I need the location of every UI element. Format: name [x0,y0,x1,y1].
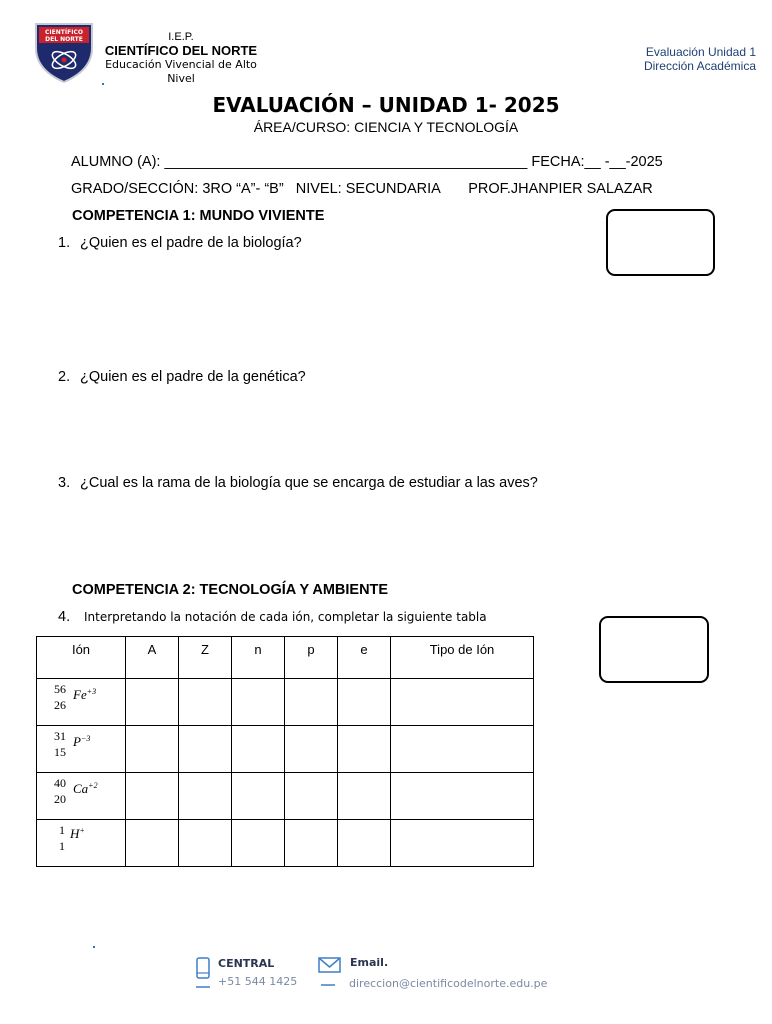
col-header-p: p [285,637,338,679]
answer-cell-e[interactable] [338,773,391,820]
table-header-row [37,637,534,679]
atomic-number: 15 [54,745,66,759]
page-title: EVALUACIÓN – UNIDAD 1- 2025 [212,93,560,117]
school-block [96,30,266,85]
mass-number: 56 [54,682,66,696]
question-number: 1. [58,235,71,251]
ion-symbol: Ca [73,781,89,796]
col-header-n: n [232,637,285,679]
page-subtitle: ÁREA/CURSO: CIENCIA Y TECNOLOGÍA [253,119,519,135]
col-header-ion: Ión [37,637,126,679]
score-box-2 [599,616,709,683]
mass-number: 40 [54,776,66,790]
header-right [644,45,756,73]
question-text: ¿Quien es el padre de la biología? [80,235,302,251]
atomic-number: 1 [59,839,65,853]
answer-cell-n[interactable] [232,773,285,820]
table-row [37,773,534,820]
mail-icon [318,956,342,995]
answer-cell-a[interactable] [126,773,179,820]
col-header-z: Z [179,637,232,679]
table-row [37,679,534,726]
ion-charge: +2 [88,781,98,790]
competencia-2-heading: COMPETENCIA 2: TECNOLOGÍA Y AMBIENTE [72,582,389,598]
ion-symbol: Fe [73,687,87,702]
email-label: Email. [350,956,389,969]
mass-number: 31 [54,729,66,743]
ion-charge: −3 [80,734,91,743]
header-right-line1: Evaluación Unidad 1 [645,45,756,59]
answer-cell-z[interactable] [179,820,232,867]
school-prefix: I.E.P. [168,31,194,43]
ion-table [36,636,534,867]
answer-cell-n[interactable] [232,679,285,726]
answer-cell-z[interactable] [179,726,232,773]
answer-cell-a[interactable] [126,679,179,726]
competencia-1-heading: COMPETENCIA 1: MUNDO VIVIENTE [72,208,325,224]
phone-value: +51 544 1425 [218,975,298,988]
table-row [37,726,534,773]
svg-text:DEL NORTE: DEL NORTE [45,36,83,43]
score-box-1 [606,209,715,276]
school-motto: Educación Vivencial de Alto [105,58,257,71]
mass-number: 1 [59,823,65,837]
ion-symbol: H [70,826,80,841]
answer-cell-e[interactable] [338,820,391,867]
ion-notation [37,679,126,726]
col-header-a: A [126,637,179,679]
question-4 [58,609,487,625]
question-number: 4. [58,609,71,625]
ion-notation [37,820,126,867]
grade-line: GRADO/SECCIÓN: 3RO “A”- “B” NIVEL: SECUNDARIA PROF.JHANPIER SALAZAR [71,181,653,197]
question-2 [58,369,306,385]
answer-cell-p[interactable] [285,726,338,773]
question-number: 3. [58,475,71,491]
answer-cell-tipo[interactable] [391,820,534,867]
decorative-dot [93,946,95,948]
student-line: ALUMNO (A): _____________________________________________ FECHA:__ -__-2025 [71,154,663,170]
question-text: ¿Cual es la rama de la biología que se encarga de estudiar a las aves? [80,475,538,491]
answer-cell-p[interactable] [285,679,338,726]
answer-cell-z[interactable] [179,679,232,726]
answer-cell-tipo[interactable] [391,726,534,773]
ion-symbol: P [73,734,81,749]
answer-cell-tipo[interactable] [391,773,534,820]
answer-cell-n[interactable] [232,726,285,773]
school-motto-cont: Nivel [167,72,195,85]
answer-cell-tipo[interactable] [391,679,534,726]
answer-cell-e[interactable] [338,726,391,773]
phone-label: CENTRAL [218,957,275,970]
col-header-tipo: Tipo de Ión [391,637,534,679]
answer-cell-p[interactable] [285,820,338,867]
question-text: ¿Quien es el padre de la genética? [80,369,306,385]
answer-cell-e[interactable] [338,679,391,726]
answer-cell-n[interactable] [232,820,285,867]
school-logo [30,18,98,84]
question-1 [58,235,302,251]
atomic-number: 20 [54,792,66,806]
ion-notation [37,726,126,773]
atomic-number: 26 [54,698,66,712]
col-header-e: e [338,637,391,679]
decorative-dot [102,83,104,85]
svg-text:CIENTÍFICO: CIENTÍFICO [45,29,83,36]
answer-cell-a[interactable] [126,726,179,773]
answer-cell-p[interactable] [285,773,338,820]
question-3 [58,475,538,491]
question-number: 2. [58,369,71,385]
question-text: Interpretando la notación de cada ión, completar la siguiente tabla [84,610,487,624]
table-row [37,820,534,867]
phone-icon [194,956,212,995]
ion-charge: + [79,826,85,835]
school-name: CIENTÍFICO DEL NORTE [104,43,258,58]
email-value[interactable]: direccion@cientificodelnorte.edu.pe [349,977,548,990]
ion-notation [37,773,126,820]
answer-cell-a[interactable] [126,820,179,867]
header-right-line2: Dirección Académica [643,59,756,73]
ion-charge: +3 [86,687,97,696]
answer-cell-z[interactable] [179,773,232,820]
